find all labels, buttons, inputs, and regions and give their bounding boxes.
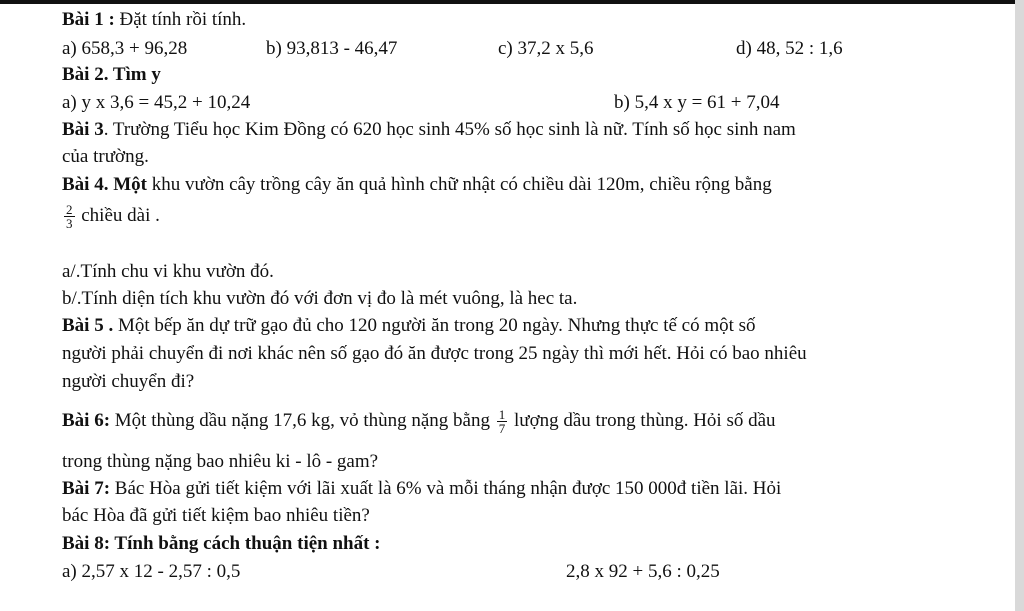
exercise-4-b: b/.Tính diện tích khu vườn đó với đơn vị đo là mét vuông, là hec ta. xyxy=(62,288,578,309)
exercise-6-title: Bài 6: xyxy=(62,409,111,431)
exercise-6-text-3: trong thùng nặng bao nhiêu ki - lô - gam? xyxy=(62,451,379,472)
exercise-7-title: Bài 7: xyxy=(62,478,111,499)
exercise-3-text-2: của trường. xyxy=(62,146,149,167)
exercise-2-a: a) y x 3,6 = 45,2 + 10,24 xyxy=(62,92,251,113)
exercise-1-d: d) 48, 52 : 1,6 xyxy=(736,38,843,59)
exercise-8-a: a) 2,57 x 12 - 2,57 : 0,5 xyxy=(62,561,241,582)
exercise-6-text-1: Một thùng dầu nặng 17,6 kg, vỏ thùng nặng bằng xyxy=(110,409,495,431)
exercise-5-text-1: Một bếp ăn dự trữ gạo đủ cho 120 người ăn trong 20 ngày. Nhưng thực tế có một số xyxy=(113,315,756,336)
exercise-1-b: b) 93,813 - 46,47 xyxy=(266,38,398,59)
exercise-4-text-2: chiều dài . xyxy=(76,204,160,226)
exercise-7-text-1: Bác Hòa gửi tiết kiệm với lãi xuất là 6% và mỗi tháng nhận được 150 000đ tiền lãi. Hỏi xyxy=(110,478,782,499)
exercise-2-title: Bài 2. Tìm y xyxy=(62,64,161,85)
exercise-8-title: Bài 8: Tính bằng cách thuận tiện nhất : xyxy=(62,533,381,554)
exercise-1-title: Bài 1 : xyxy=(62,9,115,30)
exercise-3-text-1: . Trường Tiểu học Kim Đồng có 620 học sinh 45% số học sinh là nữ. Tính số học sinh nam xyxy=(103,119,796,140)
exercise-1-heading xyxy=(62,9,246,31)
exercise-1-a: a) 658,3 + 96,28 xyxy=(62,38,188,59)
fraction-denominator: 3 xyxy=(66,216,73,231)
fraction-two-thirds xyxy=(64,203,75,230)
exercise-4-line-1 xyxy=(62,174,772,196)
exercise-5-text-3: người chuyển đi? xyxy=(62,371,195,392)
fraction-one-seventh xyxy=(497,408,508,435)
exercise-8-b: 2,8 x 92 + 5,6 : 0,25 xyxy=(566,561,720,582)
exercise-4-text-1: khu vườn cây trồng cây ăn quả hình chữ nhật có chiều dài 120m, chiều rộng bằng xyxy=(146,174,772,195)
exercise-7-line-1 xyxy=(62,478,781,500)
exercise-3-line-1 xyxy=(62,119,796,141)
fraction-numerator: 2 xyxy=(66,202,73,217)
exercise-2-b: b) 5,4 x y = 61 + 7,04 xyxy=(614,92,780,113)
exercise-4-title: Bài 4. Một xyxy=(62,174,147,195)
fraction-denominator: 7 xyxy=(498,421,506,436)
fraction-numerator: 1 xyxy=(498,407,506,422)
exercise-3-title: Bài 3 xyxy=(62,119,104,140)
exercise-6-line-1 xyxy=(62,408,776,435)
exercise-5-line-1 xyxy=(62,315,756,337)
exercise-1-c: c) 37,2 x 5,6 xyxy=(498,38,594,59)
exercise-5-text-2: người phải chuyển đi nơi khác nên số gạo đó ăn được trong 25 ngày thì mới hết. Hỏi có bao nhiêu xyxy=(62,343,807,364)
exercise-5-title: Bài 5 . xyxy=(62,315,114,336)
exercise-1-text: Đặt tính rồi tính. xyxy=(114,9,247,30)
exercise-4-line-2 xyxy=(62,203,160,230)
scrollbar-track[interactable] xyxy=(1015,0,1024,611)
exercise-6-text-2: lượng dầu trong thùng. Hỏi số dầu xyxy=(509,409,776,431)
exercise-7-text-2: bác Hòa đã gửi tiết kiệm bao nhiêu tiền? xyxy=(62,505,370,526)
exercise-4-a: a/.Tính chu vi khu vườn đó. xyxy=(62,261,274,282)
